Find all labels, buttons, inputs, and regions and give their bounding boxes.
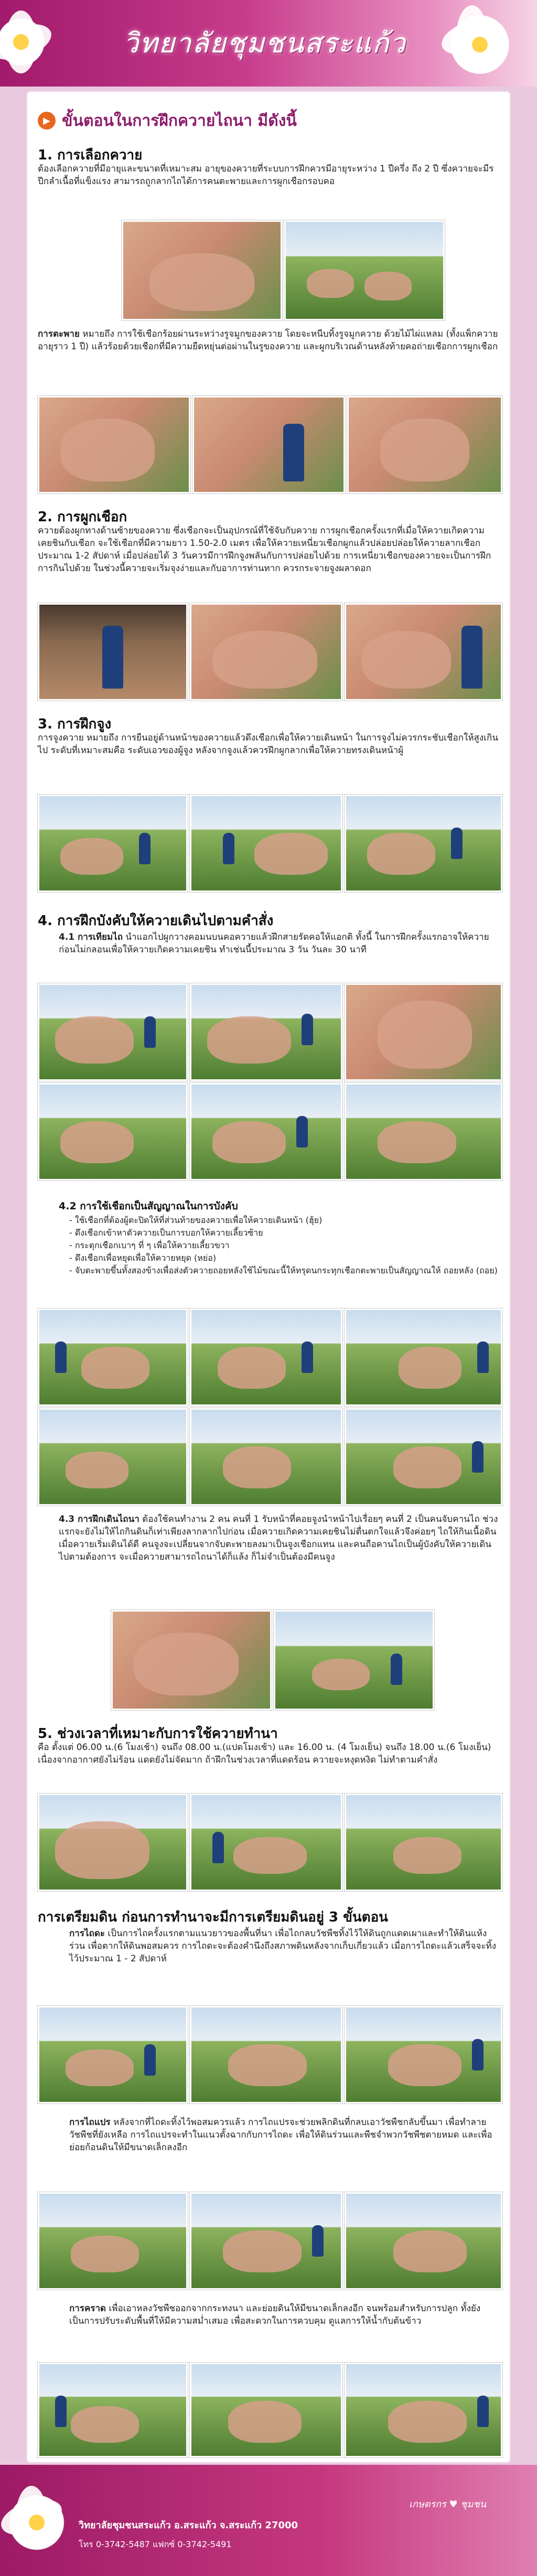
ploughing-description: ต้องใช้คนทำงาน 2 คน คนที่ 1 รับหน้าที่คอยจูงนำหน้าไปเรื่อยๆ คนที่ 2 เป็นคนจับคานไถ ช่วงแรกจะยังไม่ให้ไถกินดินก็เท่าเพียงลากลากไปก่อน เมื่อควายเกิดความเคยชินไม่ตื่นตกใจแล้วจึงค่อยๆ ไถให้กินเนื้อดิน เมื่อควายเริ่มเดินได้ดี คนจูงจะเปลี่ยนจากจับตะพายลงมาเป็นจูงเชือกแทน และคนถือคานไถเป็นผู้บังคับให้ควายเดินไปตามต้องการ จะเมื่อควายสามารถไถนาได้ก็แล้ง ก็ไม่จำเป็นต้องมีคนจูง xyxy=(59,1514,498,1562)
signal-photo xyxy=(38,1408,188,1506)
section-5-paragraph: คือ ตั้งแต่ 06.00 น.(6 โมงเช้า) จนถึง 08.00 น.(แปดโมงเช้า) และ 16.00 น. (4 โมงเย็น) จนถึง 18.00 น.(6 โมงเย็น) เนื่องจากอากาศยังไม่ร้อน แดดยังไม่จัดมาก ถ้าฝึกในช่วงเวลาที่แดดร้อน ควายจะหงุดหงิด ไม่ทำตามคำสั่ง xyxy=(38,1742,491,1765)
yoke-photo xyxy=(38,1083,188,1180)
soil-prep-title: การเตรียมดิน ก่อนการทำนาจะมีการเตรียมดินอยู่ 3 ขั้นตอน xyxy=(38,1909,388,1925)
section-4-2-title: 4.2 การใช้เชือกเป็นสัญญาณในการบังคับ xyxy=(59,1200,238,1212)
first-ploughing-text xyxy=(69,1927,499,1965)
signal-photo xyxy=(38,1308,188,1406)
harrowing-label: การคราด xyxy=(69,2303,106,2314)
buffalo-photo xyxy=(122,220,282,320)
section-3-paragraph: การจูงควาย หมายถึง การยืนอยู่ด้านหน้าของควายแล้วดึงเชือกเพื่อให้ควายเดินหน้า ในการจูงไม่ควรกระชับเชือกให้สูงเกินไป ระดับที่เหมาะสมคือ ระดับเอวของผู้จูง หลังจากจูงแล้วควรฝึกผูกลากเพื่อให้ควายทรงเดินหน้าผู้ xyxy=(38,733,498,756)
yoke-label: 4.1 การเทียมไถ xyxy=(59,932,123,942)
section-2-paragraph: ควายต้องผูกทางด้านซ้ายของควาย ซึ่งเชือกจะเป็นอุปกรณ์ที่ใช้จับกับควาย การผูกเชือกครั้งแรกที่เมื่อให้ควายเกิดความเคยชินกับเชือก จะใช้เชือกที่มีความยาว 1.50-2.0 เมตร เพื่อให้ควายเหนี่ยวเชือกผูกแล้วปล่อยปล่อยให้ควายลากเชือกประมาณ 1-2 สัปดาห์ เมื่อปล่อยได้ 3 วันควรมีการฝึกจูงพลันกับการปล่อยไปด้วย การเหนี่ยวเชือกของควายจะเป็นการฝึกการกินไปด้วย ในช่วงนี้ควายจะเริ่มจุงง่ายและกับอาการท่านทาก ควรกระจายจูงผลาดอก xyxy=(38,525,491,574)
ploughing-photo xyxy=(111,1610,272,1710)
footer-signature: เกษตรกร ♥ ชุมชน xyxy=(409,2499,487,2510)
list-item: - ดึงเชือกเข้าหาตัวควายเป็นการบอกให้ควายเลี้ยวซ้าย xyxy=(69,1228,263,1238)
second-ploughing-description: หลังจากที่ไถดะทิ้งไว้พอสมควรแล้ว การไถแปรจะช่วยพลิกดินที่กลบเอาวัชพืชกลับขึ้นมา เพื่อทำลายวัชพืชที่ยังเหลือ การไถแปรจะทำในแนวตั้งฉากกับการไถดะ เพื่อให้ดินร่วนและพืชจำพวกวัชพืชตายหมด และเพื่อย่อยก้อนดินให้มีขนาดเล็กลงอีก xyxy=(69,2117,492,2153)
yoke-photo xyxy=(190,1083,342,1180)
page-heading xyxy=(38,108,297,134)
section-1-paragraph: ต้องเลือกควายที่มีอายุและขนาดที่เหมาะสม อายุของควายที่ระบบการฝึกควรมีอายุระหว่าง 1 ปีครึ่ง ถึง 2 ปี ซึ่งควายจะมีรปีกลำเนื้อที่แข็งแรง สามารถถูกลากไถได้การคนตะพายและการผูกเชือกรอบคอ xyxy=(38,164,494,187)
leading-photo xyxy=(38,795,188,892)
signal-photo xyxy=(345,1408,502,1506)
section-3-title: 3. การฝึกจูง xyxy=(38,716,112,732)
harrowing-photo xyxy=(38,2363,188,2457)
first-ploughing-photo xyxy=(38,2006,188,2103)
flower-icon xyxy=(0,10,52,73)
nose-rope-photo xyxy=(347,396,502,493)
signal-photo xyxy=(190,1308,342,1406)
flower-icon xyxy=(441,5,519,84)
header-banner xyxy=(0,0,537,87)
nose-rope-photo xyxy=(38,396,190,493)
yoke-photo xyxy=(345,1083,502,1180)
harrowing-description: เพื่อเอาหลงวัชพืชออกจากกระทงนา และย่อยดินให้มีขนาดเล็กลงอีก จนพร้อมสำหรับการปลูก ทั้งยังเป็นการปรับระดับพื้นที่ให้มีความสม่ำเสมอ เพื่อสะดวกในการควบคุม ดูแลการให้น้ำกับต้นข้าว xyxy=(69,2303,481,2326)
working-hours-photo xyxy=(345,1794,502,1891)
signal-photo xyxy=(190,1408,342,1506)
second-ploughing-photo xyxy=(38,2192,188,2290)
nose-rope-label: การตะพาย xyxy=(38,329,80,339)
flower-icon xyxy=(0,2486,73,2559)
leading-photo xyxy=(345,795,502,892)
rope-tying-photo xyxy=(345,603,502,701)
second-ploughing-photo xyxy=(190,2192,342,2290)
first-ploughing-label: การไถดะ xyxy=(69,1928,105,1939)
list-item: - ใช้เชือกที่ต้องผู้ตะปิดให้ที่ส่วนท้ายของควายเพื่อให้ควายเดินหน้า (ฮุ้ย) xyxy=(69,1215,323,1225)
harrowing-photo xyxy=(190,2363,342,2457)
yoke-photo xyxy=(190,983,342,1081)
working-hours-photo xyxy=(190,1794,342,1891)
ploughing-label: 4.3 การฝึกเดินไถนา xyxy=(59,1514,139,1525)
nose-rope-description: หมายถึง การใช้เชือกร้อยผ่านระหว่างรูจมูกของควาย โดยจะหนีบทิ้งรูจมูกควาย ด้วยไม้ไผ่แหลม (ทั้งแพ็กควายอายุราว 1 ปี) แล้วร้อยด้วยเชือกที่มีความยืดหยุ่นต่อผ่านในรูของควาย และผูกบริเวณด้านหลังท้ายคอถ่ายเชือกการผูกเชือก xyxy=(38,329,498,352)
play-icon: ▶ xyxy=(38,112,56,130)
harrowing-photo xyxy=(345,2363,502,2457)
list-item: - ดึงเชือกเพื่อหยุดเพื่อให้ควายหยุด (หย่อ) xyxy=(69,1253,217,1263)
signal-list xyxy=(69,1214,499,1277)
page-title: ขั้นตอนในการฝึกควายไถนา มีดังนี้ xyxy=(62,111,297,130)
first-ploughing-description: เป็นการไถครั้งแรกตามแนวยาวของพื้นที่นา เพื่อไถกลบวัชพืชทิ้งไว้ให้ดินถูกแดดเผาและทำให้ดินแห้ง ร่วน เพื่อตากให้ดินพอสมควร การไถดะจะต้องคำนึงถึงสภาพดินหลังจากเก็บเกี่ยวแล้ว เมื่อการไถดะแล้วเสร็จจะทิ้งไว้ประมาณ 1 - 2 สัปดาห์ xyxy=(69,1928,497,1964)
footer-contact: โทร 0-3742-5487 แฟกซ์ 0-3742-5491 xyxy=(79,2539,232,2549)
signal-photo xyxy=(345,1308,502,1406)
nose-rope-photo xyxy=(192,396,345,493)
leading-photo xyxy=(190,795,342,892)
yoke-photo xyxy=(38,983,188,1081)
content-panel xyxy=(27,92,510,2462)
section-4-title: 4. การฝึกบังคับให้ควายเดินไปตามคำสั่ง xyxy=(38,913,274,929)
section-4-1-text xyxy=(59,931,499,956)
first-ploughing-photo xyxy=(190,2006,342,2103)
section-1-title: 1. การเลือกควาย xyxy=(38,147,143,163)
section-2-title: 2. การผูกเชือก xyxy=(38,509,127,525)
list-item: - กระตุกเชือกเบาๆ ที่ ๆ เพื่อให้ควายเลี้ยวขวา xyxy=(69,1240,230,1250)
first-ploughing-photo xyxy=(345,2006,502,2103)
rope-tying-photo xyxy=(38,603,188,701)
yoke-description: นำแอกไปผูกวางคอมนบนคอควายแล้วฝึกสายรัดคอให้แอกติ ทั้งนี้ ในการฝึกครั้งแรกอาจให้ควายก่อนไม่กลอนเพื่อให้ควายเกิดความเคยชิน ทำเช่นนี้ประมาณ 3 วัน วันละ 30 นาที xyxy=(59,932,489,955)
section-1-nose-rope-text xyxy=(38,328,499,353)
buffalo-photo xyxy=(284,220,445,320)
harrowing-text xyxy=(69,2302,499,2327)
list-item: - จับตะพายขึ้นทั้งสองข้างเพื่อส่งตัวควายถอยหลังใช้ไม้ขณะนี้ให้ทรุดนกระทุกเชือกตะพายเป็นสัญญาณให้ ถอยหลัง (ถอย) xyxy=(69,1265,498,1275)
yoke-photo xyxy=(345,983,502,1081)
section-5-title: 5. ช่วงเวลาที่เหมาะกับการใช้ควายทำนา xyxy=(38,1726,278,1742)
footer xyxy=(0,2465,537,2576)
second-ploughing-photo xyxy=(345,2192,502,2290)
working-hours-photo xyxy=(38,1794,188,1891)
second-ploughing-label: การไถแปร xyxy=(69,2117,111,2128)
ploughing-photo xyxy=(274,1610,434,1710)
section-4-3-text xyxy=(59,1513,499,1563)
second-ploughing-text xyxy=(69,2116,499,2154)
footer-address: วิทยาลัยชุมชนสระแก้ว อ.สระแก้ว จ.สระแก้ว 27000 xyxy=(79,2520,298,2531)
rope-tying-photo xyxy=(190,603,342,701)
site-title: วิทยาลัยชุมชนสระแก้ว xyxy=(123,28,406,59)
